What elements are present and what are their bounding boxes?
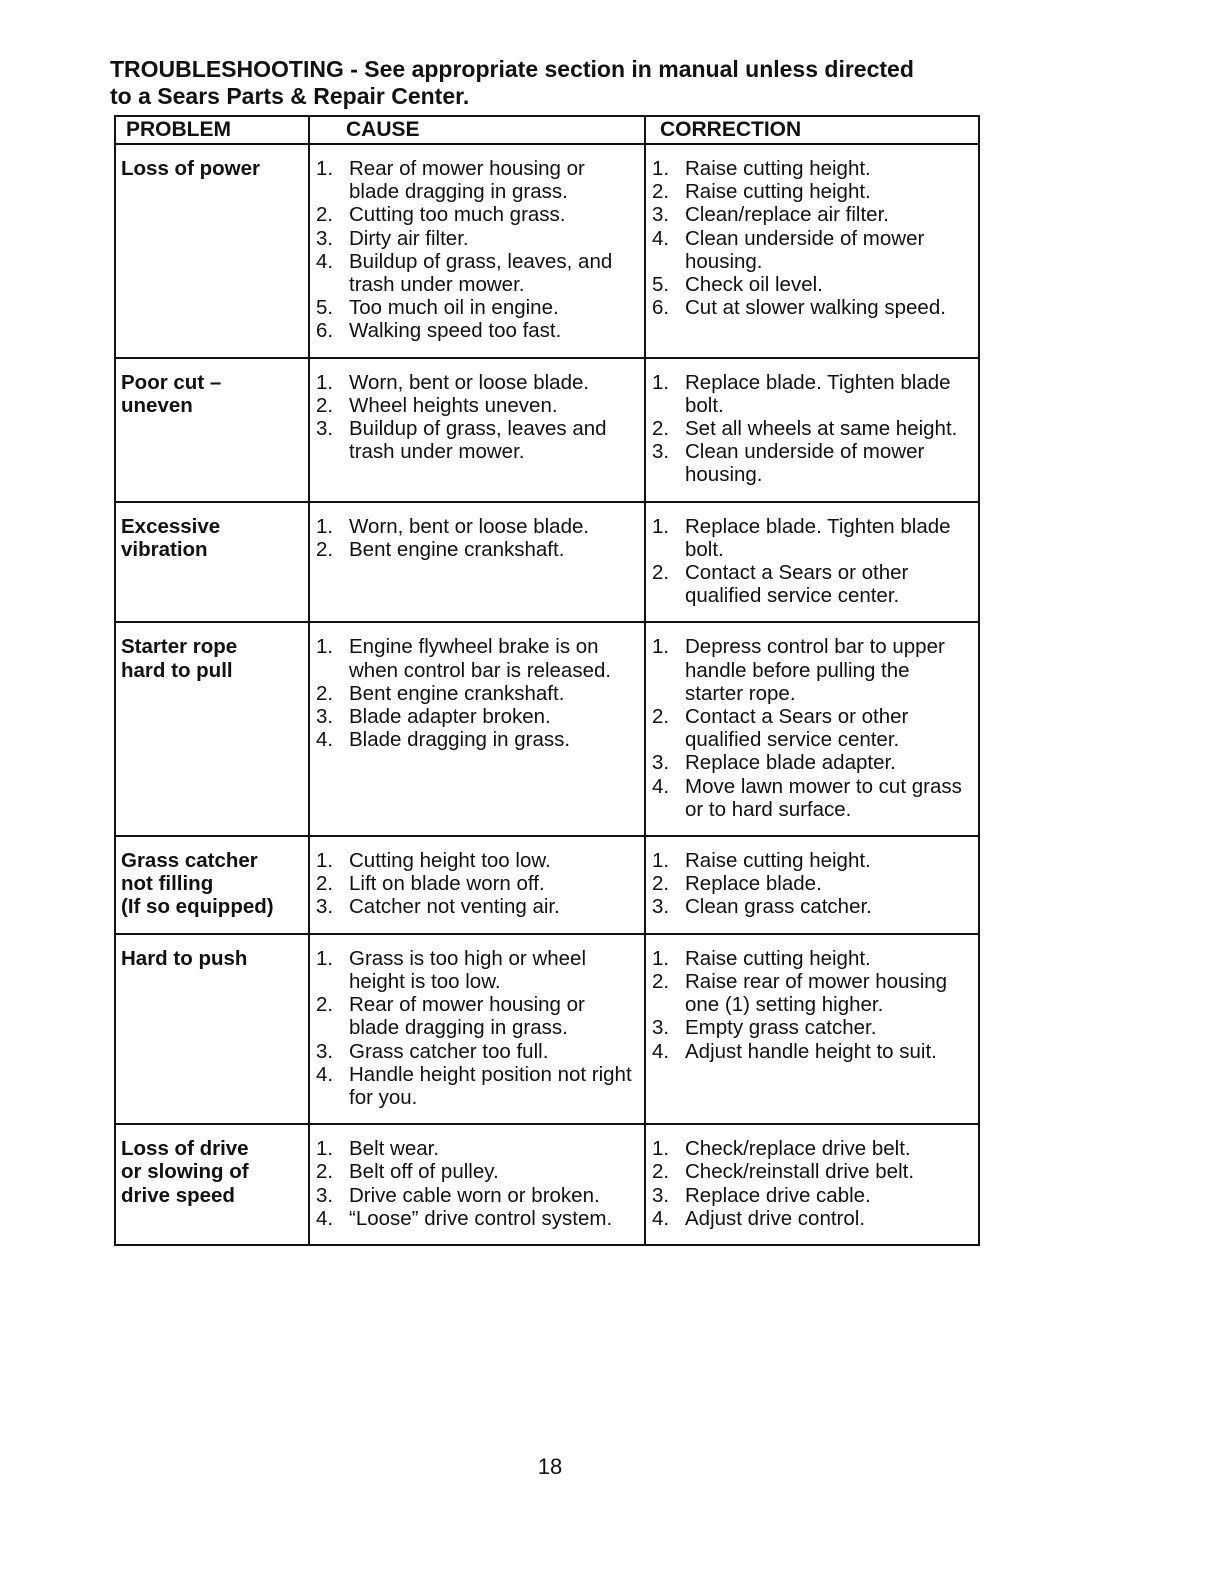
cause-cell: [309, 934, 645, 1124]
cause-item: [316, 682, 638, 705]
item-text: “Loose” drive control system.: [349, 1206, 613, 1230]
item-number: 4.: [652, 774, 670, 798]
item-text: Replace blade. Tighten blade bolt.: [685, 514, 951, 561]
correction-item: [652, 561, 972, 607]
item-number: 3.: [652, 203, 670, 227]
table-row: [115, 1124, 979, 1245]
item-text: Catcher not venting air.: [349, 895, 560, 919]
correction-cell: [645, 836, 979, 934]
cause-item: [316, 1040, 638, 1063]
item-number: 4.: [316, 728, 334, 752]
item-text: Check/replace drive belt.: [685, 1137, 911, 1161]
item-text: Clean grass catcher.: [685, 895, 872, 919]
correction-item: [652, 970, 972, 1016]
item-number: 5.: [652, 273, 670, 297]
table-row: [115, 622, 979, 836]
problem-cell: Grass catcher not filling (If so equipped): [115, 836, 309, 934]
cause-item: [316, 635, 638, 681]
correction-item: [652, 1137, 972, 1160]
correction-item: [652, 1016, 972, 1039]
item-number: 2.: [652, 705, 670, 729]
correction-item: [652, 1184, 972, 1207]
item-number: 1.: [652, 946, 670, 970]
table-row: [115, 502, 979, 623]
item-text: Contact a Sears or other qualified service center.: [685, 705, 909, 752]
item-text: Replace blade adapter.: [685, 751, 896, 775]
item-text: Adjust handle height to suit.: [685, 1039, 937, 1063]
item-text: Raise cutting height.: [685, 180, 871, 204]
correction-item: [652, 1040, 972, 1063]
cause-item: [316, 728, 638, 751]
item-text: Bent engine crankshaft.: [349, 681, 565, 705]
item-number: 3.: [316, 895, 334, 919]
item-number: 1.: [652, 849, 670, 873]
item-text: Cut at slower walking speed.: [685, 296, 946, 320]
item-number: 3.: [316, 1183, 334, 1207]
item-text: Cutting height too low.: [349, 849, 551, 873]
page-heading: [110, 56, 990, 110]
item-number: 4.: [652, 226, 670, 250]
item-number: 1.: [652, 514, 670, 538]
table-body: [115, 144, 979, 1245]
item-text: Belt wear.: [349, 1137, 440, 1161]
correction-item: [652, 751, 972, 774]
cause-cell: [309, 502, 645, 623]
item-text: Depress control bar to upper handle before pulling the starter rope.: [685, 635, 945, 705]
cause-cell: [309, 836, 645, 934]
problem-cell: Excessive vibration: [115, 502, 309, 623]
table-row: [115, 144, 979, 358]
cause-list: [316, 635, 638, 751]
heading-line-2: to a Sears Parts & Repair Center.: [110, 83, 470, 109]
correction-item: [652, 947, 972, 970]
table-row: [115, 934, 979, 1124]
item-text: Grass is too high or wheel height is too low.: [349, 946, 587, 993]
item-text: Check oil level.: [685, 273, 823, 297]
item-text: Empty grass catcher.: [685, 1016, 877, 1040]
correction-cell: [645, 502, 979, 623]
item-number: 1.: [316, 514, 334, 538]
item-number: 3.: [652, 751, 670, 775]
item-number: 2.: [316, 393, 334, 417]
correction-list: [652, 371, 972, 487]
item-text: Check/reinstall drive belt.: [685, 1160, 915, 1184]
item-text: Buildup of grass, leaves and trash under mower.: [349, 417, 607, 464]
item-text: Replace drive cable.: [685, 1183, 871, 1207]
correction-item: [652, 1160, 972, 1183]
item-text: Drive cable worn or broken.: [349, 1183, 600, 1207]
correction-cell: [645, 358, 979, 502]
item-number: 4.: [316, 1206, 334, 1230]
item-number: 2.: [652, 417, 670, 441]
item-number: 2.: [316, 1160, 334, 1184]
item-text: Walking speed too fast.: [349, 319, 562, 343]
correction-item: [652, 180, 972, 203]
cause-item: [316, 538, 638, 561]
item-text: Rear of mower housing or blade dragging in grass.: [349, 157, 585, 204]
item-number: 6.: [316, 319, 334, 343]
cause-cell: [309, 622, 645, 836]
item-number: 4.: [652, 1206, 670, 1230]
problem-cell: Poor cut – uneven: [115, 358, 309, 502]
item-number: 3.: [316, 705, 334, 729]
item-text: Engine flywheel brake is on when control bar is released.: [349, 635, 612, 682]
item-text: Too much oil in engine.: [349, 296, 559, 320]
item-text: Buildup of grass, leaves, and trash under mower.: [349, 249, 613, 297]
cause-item: [316, 1160, 638, 1183]
item-number: 1.: [316, 370, 334, 394]
item-text: Clean/replace air filter.: [685, 203, 889, 227]
item-number: 2.: [316, 203, 334, 227]
cause-item: [316, 157, 638, 203]
cause-item: [316, 250, 638, 296]
cause-list: [316, 515, 638, 561]
correction-item: [652, 203, 972, 226]
cause-item: [316, 394, 638, 417]
header-cause: CAUSE: [309, 116, 645, 144]
correction-item: [652, 775, 972, 821]
cause-item: [316, 993, 638, 1039]
item-text: Grass catcher too full.: [349, 1039, 549, 1063]
header-problem: PROBLEM: [115, 116, 309, 144]
item-number: 2.: [652, 872, 670, 896]
correction-item: [652, 515, 972, 561]
item-text: Raise rear of mower housing one (1) setting higher.: [685, 969, 948, 1017]
correction-list: [652, 635, 972, 821]
correction-item: [652, 157, 972, 180]
item-text: Blade adapter broken.: [349, 705, 551, 729]
item-text: Rear of mower housing or blade dragging in grass.: [349, 993, 585, 1040]
item-text: Cutting too much grass.: [349, 203, 566, 227]
item-text: Raise cutting height.: [685, 946, 871, 970]
correction-item: [652, 872, 972, 895]
problem-cell: Starter rope hard to pull: [115, 622, 309, 836]
item-number: 3.: [316, 417, 334, 441]
correction-list: [652, 515, 972, 608]
cause-item: [316, 371, 638, 394]
cause-cell: [309, 358, 645, 502]
correction-item: [652, 705, 972, 751]
item-number: 1.: [652, 635, 670, 659]
correction-item: [652, 440, 972, 486]
item-text: Worn, bent or loose blade.: [349, 514, 590, 538]
correction-item: [652, 417, 972, 440]
correction-item: [652, 296, 972, 319]
item-number: 1.: [316, 635, 334, 659]
table-row: [115, 358, 979, 502]
cause-item: [316, 515, 638, 538]
item-number: 6.: [652, 296, 670, 320]
cause-cell: [309, 144, 645, 358]
cause-item: [316, 227, 638, 250]
item-number: 1.: [652, 1137, 670, 1161]
item-number: 2.: [652, 969, 670, 993]
cause-list: [316, 1137, 638, 1230]
header-correction: CORRECTION: [645, 116, 979, 144]
item-text: Worn, bent or loose blade.: [349, 370, 590, 394]
item-number: 3.: [652, 895, 670, 919]
correction-list: [652, 1137, 972, 1230]
item-number: 1.: [316, 849, 334, 873]
page-number: 18: [537, 1454, 563, 1479]
cause-item: [316, 203, 638, 226]
correction-item: [652, 635, 972, 705]
item-text: Clean underside of mower housing.: [685, 440, 925, 487]
correction-list: [652, 849, 972, 919]
correction-item: [652, 273, 972, 296]
cause-item: [316, 417, 638, 463]
item-text: Raise cutting height.: [685, 157, 871, 180]
problem-cell: Hard to push: [115, 934, 309, 1124]
item-text: Dirty air filter.: [349, 226, 469, 250]
item-number: 3.: [652, 1183, 670, 1207]
item-number: 1.: [316, 157, 334, 180]
table-row: [115, 836, 979, 934]
item-number: 2.: [316, 872, 334, 896]
cause-list: [316, 947, 638, 1109]
item-number: 2.: [316, 993, 334, 1017]
item-number: 3.: [652, 440, 670, 464]
correction-cell: [645, 934, 979, 1124]
item-text: Bent engine crankshaft.: [349, 537, 565, 561]
cause-list: [316, 849, 638, 919]
cause-item: [316, 1184, 638, 1207]
item-text: Adjust drive control.: [685, 1206, 866, 1230]
cause-item: [316, 705, 638, 728]
item-number: 2.: [316, 681, 334, 705]
item-text: Lift on blade worn off.: [349, 872, 545, 896]
cause-item: [316, 319, 638, 342]
item-text: Set all wheels at same height.: [685, 417, 958, 441]
item-text: Clean underside of mower housing.: [685, 226, 925, 273]
item-number: 2.: [316, 537, 334, 561]
cause-item: [316, 947, 638, 993]
correction-cell: [645, 1124, 979, 1245]
item-number: 4.: [316, 1062, 334, 1086]
item-text: Replace blade.: [685, 872, 822, 896]
problem-cell: Loss of drive or slowing of drive speed: [115, 1124, 309, 1245]
item-text: Replace blade. Tighten blade bolt.: [685, 370, 951, 417]
correction-item: [652, 895, 972, 918]
item-number: 1.: [316, 1137, 334, 1161]
cause-cell: [309, 1124, 645, 1245]
item-text: Handle height position not right for you.: [349, 1062, 632, 1109]
cause-item: [316, 296, 638, 319]
item-number: 5.: [316, 296, 334, 320]
correction-item: [652, 371, 972, 417]
table-header-row: [115, 116, 979, 144]
correction-item: [652, 849, 972, 872]
cause-list: [316, 371, 638, 464]
cause-list: [316, 157, 638, 343]
item-number: 1.: [316, 946, 334, 970]
item-number: 3.: [316, 1039, 334, 1063]
item-number: 4.: [652, 1039, 670, 1063]
correction-cell: [645, 144, 979, 358]
cause-item: [316, 1063, 638, 1109]
item-text: Raise cutting height.: [685, 849, 871, 873]
item-number: 2.: [652, 561, 670, 585]
cause-item: [316, 1207, 638, 1230]
correction-item: [652, 227, 972, 273]
correction-list: [652, 157, 972, 319]
item-text: Belt off of pulley.: [349, 1160, 499, 1184]
item-number: 1.: [652, 157, 670, 180]
cause-item: [316, 872, 638, 895]
cause-item: [316, 895, 638, 918]
item-number: 3.: [316, 226, 334, 250]
correction-item: [652, 1207, 972, 1230]
item-text: Blade dragging in grass.: [349, 728, 571, 752]
item-number: 1.: [652, 370, 670, 394]
item-text: Contact a Sears or other qualified service center.: [685, 561, 909, 608]
troubleshooting-table: [114, 115, 980, 1246]
item-text: Move lawn mower to cut grass or to hard surface.: [685, 774, 962, 821]
heading-line-1: TROUBLESHOOTING - See appropriate section in manual unless directed: [110, 56, 914, 82]
item-number: 2.: [652, 180, 670, 204]
item-text: Wheel heights uneven.: [349, 393, 558, 417]
item-number: 2.: [652, 1160, 670, 1184]
item-number: 3.: [652, 1016, 670, 1040]
problem-cell: Loss of power: [115, 144, 309, 358]
correction-list: [652, 947, 972, 1063]
cause-item: [316, 1137, 638, 1160]
item-number: 4.: [316, 249, 334, 273]
correction-cell: [645, 622, 979, 836]
cause-item: [316, 849, 638, 872]
